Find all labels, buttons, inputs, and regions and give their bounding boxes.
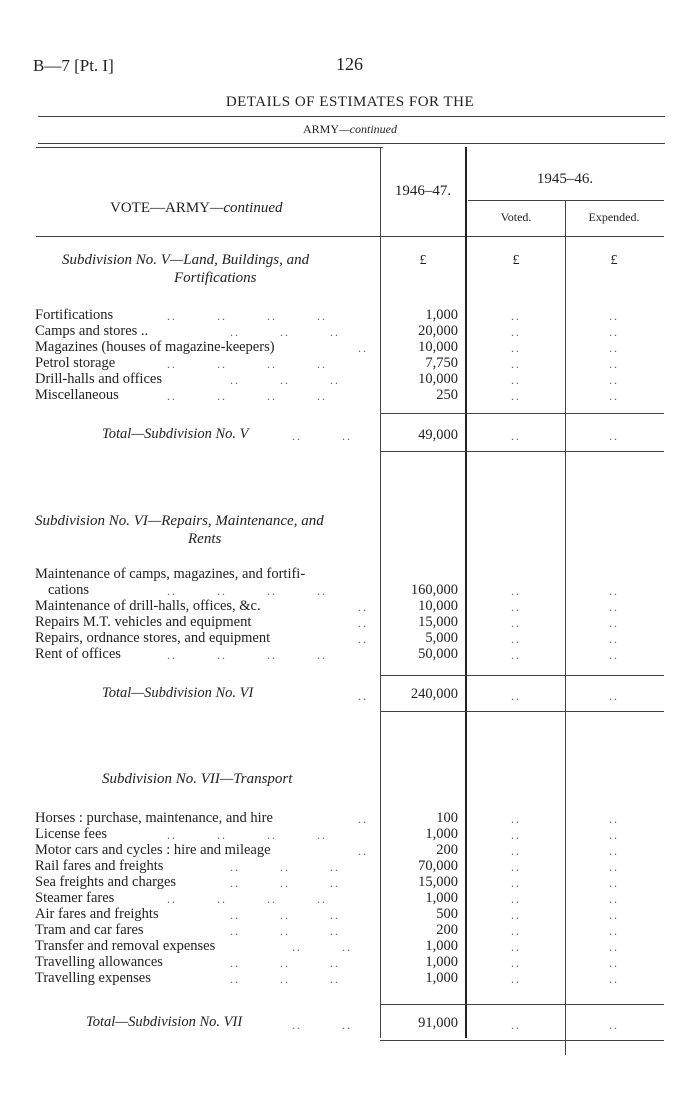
row-expended: ..: [609, 389, 619, 403]
leader-dots: .. .. .. ..: [167, 584, 327, 598]
row-voted: ..: [511, 892, 521, 906]
row-voted: ..: [511, 600, 521, 614]
row-voted: ..: [511, 616, 521, 630]
row-description: Camps and stores ..: [35, 323, 149, 339]
total-amount: 91,000: [418, 1015, 458, 1031]
row-expended: ..: [609, 892, 619, 906]
year-previous-heading: 1945–46.: [536, 171, 594, 187]
leader-dots: .. .. .. ..: [167, 828, 327, 842]
row-description: Miscellaneous: [35, 387, 119, 403]
row-amount: 200: [436, 922, 458, 938]
row-amount: 70,000: [418, 858, 458, 874]
row-description: Sea freights and charges: [35, 874, 177, 890]
row-description: Travelling allowances: [35, 954, 163, 970]
row-voted: ..: [511, 341, 521, 355]
row-description: Travelling expenses: [35, 970, 151, 986]
leader-dots: .. .. .. ..: [167, 389, 327, 403]
leader-dots: ..: [358, 600, 368, 614]
vote-heading: [110, 200, 283, 217]
row-amount: 250: [436, 387, 458, 403]
row-amount: 160,000: [410, 582, 458, 598]
total-amount: 49,000: [418, 427, 458, 443]
total-label: Total—Subdivision No. VI: [102, 685, 254, 701]
row-expended: ..: [609, 828, 619, 842]
leader-dots: .. .. ..: [230, 373, 340, 387]
rule: [380, 1004, 664, 1005]
subtitle-army: ARMY: [302, 122, 339, 136]
row-voted: ..: [511, 828, 521, 842]
row-description: Tram and car fares: [35, 922, 144, 938]
row-description: Motor cars and cycles : hire and mileage: [35, 842, 271, 858]
row-description: Maintenance of drill-halls, offices, &c.: [35, 598, 261, 614]
row-amount: 20,000: [418, 323, 458, 339]
vote-continued: —continued: [210, 200, 283, 216]
leader-dots: .. .. ..: [230, 860, 340, 874]
row-amount: 200: [436, 842, 458, 858]
row-voted: ..: [511, 389, 521, 403]
leader-dots: .. ..: [292, 1018, 352, 1032]
row-description: Horses : purchase, maintenance, and hire: [35, 810, 273, 826]
row-voted: ..: [511, 584, 521, 598]
row-expended: ..: [609, 956, 619, 970]
row-amount: 50,000: [418, 646, 458, 662]
total-expended: ..: [609, 1018, 619, 1032]
row-expended: ..: [609, 908, 619, 922]
row-voted: ..: [511, 956, 521, 970]
section-title: Subdivision No. V—Land, Buildings, and: [62, 252, 310, 268]
row-expended: ..: [609, 309, 619, 323]
rule: [468, 200, 664, 201]
leader-dots: .. .. ..: [230, 908, 340, 922]
row-expended: ..: [609, 584, 619, 598]
leader-dots: ..: [358, 632, 368, 646]
row-expended: ..: [609, 341, 619, 355]
rule: [38, 143, 665, 144]
section-title-cont: Rents: [188, 531, 222, 547]
row-amount: 1,000: [425, 890, 458, 906]
row-voted: ..: [511, 812, 521, 826]
leader-dots: .. ..: [292, 429, 352, 443]
total-voted: ..: [511, 429, 521, 443]
total-expended: ..: [609, 429, 619, 443]
rule: [380, 1040, 664, 1041]
row-voted: ..: [511, 860, 521, 874]
section-title-cont: Fortifications: [174, 270, 257, 286]
row-voted: ..: [511, 876, 521, 890]
leader-dots: .. .. ..: [230, 325, 340, 339]
leader-dots: .. .. .. ..: [167, 648, 327, 662]
year-current-heading: 1946–47.: [394, 183, 452, 199]
row-amount: 10,000: [418, 371, 458, 387]
row-voted: ..: [511, 908, 521, 922]
column-rule: [465, 147, 467, 1038]
row-description: Petrol storage: [35, 355, 116, 371]
leader-dots: ..: [358, 616, 368, 630]
row-amount: 1,000: [425, 307, 458, 323]
row-description: Fortifications: [35, 307, 114, 323]
total-voted: ..: [511, 689, 521, 703]
row-voted: ..: [511, 373, 521, 387]
leader-dots: .. .. .. ..: [167, 892, 327, 906]
row-expended: ..: [609, 648, 619, 662]
rule: [36, 236, 664, 237]
row-voted: ..: [511, 924, 521, 938]
row-amount: 1,000: [425, 970, 458, 986]
rule: [38, 116, 665, 117]
row-expended: ..: [609, 972, 619, 986]
rule: [380, 413, 664, 414]
row-voted: ..: [511, 325, 521, 339]
subtitle-continued: —continued: [339, 122, 397, 136]
rule: [380, 711, 664, 712]
total-voted: ..: [511, 1018, 521, 1032]
leader-dots: ..: [358, 812, 368, 826]
rule: [380, 451, 664, 452]
row-amount: 15,000: [418, 874, 458, 890]
row-expended: ..: [609, 373, 619, 387]
row-amount: 7,750: [425, 355, 458, 371]
row-voted: ..: [511, 357, 521, 371]
row-description: Air fares and freights: [35, 906, 159, 922]
row-description: Drill-halls and offices: [35, 371, 162, 387]
row-voted: ..: [511, 940, 521, 954]
row-description: Rent of offices: [35, 646, 121, 662]
row-expended: ..: [609, 844, 619, 858]
row-expended: ..: [609, 812, 619, 826]
row-amount: 15,000: [418, 614, 458, 630]
row-description: License fees: [35, 826, 108, 842]
total-label: Total—Subdivision No. VII: [86, 1014, 243, 1030]
row-voted: ..: [511, 972, 521, 986]
row-description: Magazines (houses of magazine-keepers): [35, 339, 275, 355]
row-voted: ..: [511, 632, 521, 646]
section-title: Subdivision No. VII—Transport: [102, 771, 293, 787]
row-description: Rail fares and freights: [35, 858, 164, 874]
row-amount: 1,000: [425, 954, 458, 970]
row-expended: ..: [609, 860, 619, 874]
row-voted: ..: [511, 309, 521, 323]
page-number: 126: [336, 54, 363, 74]
row-voted: ..: [511, 844, 521, 858]
row-amount: 100: [436, 810, 458, 826]
row-description: Repairs, ordnance stores, and equipment: [35, 630, 271, 646]
row-description: Steamer fares: [35, 890, 115, 906]
leader-dots: .. ..: [292, 940, 352, 954]
total-amount: 240,000: [410, 686, 458, 702]
voted-heading: Voted.: [500, 210, 532, 224]
pound-sign: £: [610, 253, 618, 268]
document-reference: B—7 [Pt. I]: [33, 56, 114, 75]
row-amount: 10,000: [418, 339, 458, 355]
page-title: DETAILS OF ESTIMATES FOR THE: [225, 94, 475, 110]
row-expended: ..: [609, 632, 619, 646]
pound-sign: £: [419, 253, 427, 268]
row-description: Maintenance of camps, magazines, and fortifi-: [35, 566, 306, 582]
row-amount: 500: [436, 906, 458, 922]
row-description: Repairs M.T. vehicles and equipment: [35, 614, 252, 630]
row-expended: ..: [609, 876, 619, 890]
leader-dots: .. .. ..: [230, 876, 340, 890]
leader-dots: .. .. ..: [230, 972, 340, 986]
leader-dots: .. .. .. ..: [167, 357, 327, 371]
pound-sign: £: [512, 253, 520, 268]
row-amount: 5,000: [425, 630, 458, 646]
row-expended: ..: [609, 357, 619, 371]
row-expended: ..: [609, 325, 619, 339]
leader-dots: .. .. ..: [230, 924, 340, 938]
vote-main: VOTE—ARMY: [110, 200, 210, 216]
total-label: Total—Subdivision No. V: [102, 426, 249, 442]
leader-dots: .. .. .. ..: [167, 309, 327, 323]
row-expended: ..: [609, 940, 619, 954]
row-expended: ..: [609, 616, 619, 630]
row-expended: ..: [609, 924, 619, 938]
leader-dots: .. .. ..: [230, 956, 340, 970]
row-amount: 1,000: [425, 826, 458, 842]
leader-dots: ..: [358, 341, 368, 355]
rule: [36, 147, 383, 148]
row-amount: 10,000: [418, 598, 458, 614]
row-amount: 1,000: [425, 938, 458, 954]
page-subtitle: [0, 122, 700, 137]
total-expended: ..: [609, 689, 619, 703]
leader-dots: ..: [358, 689, 368, 703]
leader-dots: ..: [358, 844, 368, 858]
rule: [380, 675, 664, 676]
row-voted: ..: [511, 648, 521, 662]
row-description-cont: cations: [48, 582, 90, 598]
row-description: Transfer and removal expenses: [35, 938, 216, 954]
row-expended: ..: [609, 600, 619, 614]
section-title: Subdivision No. VI—Repairs, Maintenance, and: [35, 513, 324, 529]
expended-heading: Expended.: [588, 210, 640, 224]
